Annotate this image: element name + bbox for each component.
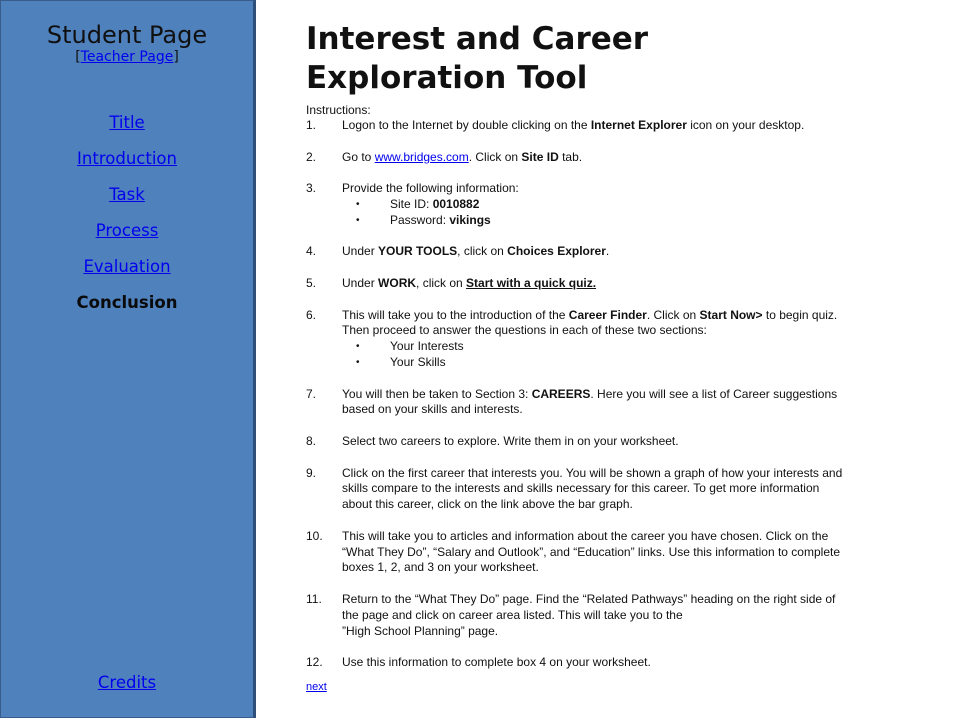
steps-list: [306, 118, 926, 671]
title-line-1: Interest and Career: [306, 21, 649, 57]
nav-menu: [1, 113, 253, 329]
step-text: Select two careers to explore. Write them in on your worksheet.: [342, 433, 679, 448]
bullet-text: Site ID:: [390, 196, 433, 211]
instructions-label: Instructions:: [306, 103, 371, 117]
password-value: vikings: [449, 212, 491, 227]
step-number: 1.: [306, 118, 317, 132]
step-number: 9.: [306, 465, 317, 480]
step-text: You will then be taken to Section 3:: [342, 386, 532, 401]
step-text: “What They Do”, “Salary and Outlook”, and “Education” links. Use this information to complete: [342, 544, 840, 559]
step-10: [306, 529, 926, 576]
step-bold: Start Now>: [699, 307, 763, 322]
step-4: [306, 244, 926, 260]
step-text: This will take you to the introduction of the: [342, 307, 569, 322]
sidebar-title: Student Page: [46, 21, 208, 49]
step-bold: Site ID: [521, 149, 559, 164]
title-line-2: Exploration Tool: [306, 60, 588, 96]
teacher-page-wrapper: [1, 49, 253, 65]
bracket-open: [: [75, 49, 81, 65]
step-text: , click on: [457, 244, 508, 259]
step-text: . Click on: [468, 149, 522, 164]
step-text: Provide the following information:: [342, 181, 519, 196]
step-12: [306, 655, 926, 671]
step-8: [306, 434, 926, 450]
nav-process-link[interactable]: Process: [95, 221, 159, 240]
step-number: 7.: [306, 386, 317, 401]
sidebar: [0, 0, 256, 718]
step-text: Return to the “What They Do” page. Find the “Related Pathways” heading on the right side of: [342, 591, 836, 606]
step-text: based on your skills and interests.: [342, 402, 523, 417]
step-text: . Click on: [646, 307, 700, 322]
step-bold: WORK: [378, 275, 417, 290]
step-text: about this career, click on the link above the bar graph.: [342, 497, 633, 512]
bridges-link[interactable]: www.bridges.com: [374, 149, 469, 164]
step-number: 10.: [306, 528, 323, 543]
step-text: Use this information to complete box 4 on your worksheet.: [342, 655, 651, 670]
bracket-close: ]: [173, 49, 179, 65]
step-bold: CAREERS: [531, 386, 591, 401]
step-text: ”High School Planning” page.: [342, 623, 499, 638]
bullet-text: Password:: [390, 212, 450, 227]
step-number: 4.: [306, 244, 317, 259]
step-text: the page and click on career area listed. This will take you to the: [342, 607, 683, 622]
step-bold: Internet Explorer: [590, 118, 687, 132]
bullet-skills: • Your Skills: [356, 354, 446, 369]
step-11: [306, 592, 926, 639]
step-bold: YOUR TOOLS: [378, 244, 458, 259]
step-text: This will take you to articles and information about the career you have chosen. Click on the: [342, 528, 829, 543]
step-7: [306, 387, 926, 419]
step-text: Then proceed to answer the questions in each of these two sections:: [342, 323, 707, 338]
step-9: [306, 466, 926, 513]
step-text: boxes 1, 2, and 3 on your worksheet.: [342, 560, 539, 575]
step-number: 11.: [306, 591, 322, 606]
step-text: tab.: [558, 149, 583, 164]
step-text: . Here you will see a list of Career suggestions: [590, 386, 838, 401]
step-text: Under: [342, 244, 379, 259]
site-id-value: 0010882: [432, 196, 480, 211]
step-3: [306, 181, 926, 197]
step-text: Logon to the Internet by double clicking on the: [342, 118, 591, 132]
step-text: Under: [342, 275, 379, 290]
step-5: [306, 276, 926, 292]
step-number: 12.: [306, 655, 323, 670]
next-link[interactable]: next: [306, 681, 327, 693]
step-number: 2.: [306, 149, 317, 164]
step-number: 5.: [306, 275, 317, 290]
step-number: 6.: [306, 307, 317, 322]
step-1: [306, 118, 926, 134]
step-bold: Choices Explorer: [507, 244, 606, 259]
teacher-page-link[interactable]: Teacher Page: [80, 49, 174, 65]
nav-title-link[interactable]: Title: [109, 113, 145, 132]
nav-conclusion-current: Conclusion: [76, 293, 178, 312]
step-bold: Career Finder: [568, 307, 647, 322]
page-title: [306, 20, 806, 98]
step-number: 3.: [306, 181, 317, 196]
step-text: skills compare to the interests and skills necessary for this career. To get more information: [342, 481, 820, 496]
step-text: Click on the first career that interests you. You will be shown a graph of how your interests and: [342, 465, 843, 480]
step-bold-underline: Start with a quick quiz.: [466, 275, 597, 290]
step-text: icon on your desktop.: [686, 118, 805, 132]
step-text: Go to: [342, 149, 375, 164]
bullet-text: Your Skills: [390, 354, 446, 369]
step-text: , click on: [416, 275, 467, 290]
nav-evaluation-link[interactable]: Evaluation: [83, 257, 171, 276]
bullet-password: • Password: vikings: [356, 212, 491, 227]
nav-task-link[interactable]: Task: [109, 185, 145, 204]
step-text: .: [605, 244, 610, 259]
step-text: to begin quiz.: [762, 307, 838, 322]
bullet-site-id: • Site ID: 0010882: [356, 196, 480, 211]
bullet-text: Your Interests: [390, 339, 464, 354]
step-number: 8.: [306, 433, 317, 448]
step-2: [306, 150, 926, 166]
credits-link[interactable]: Credits: [97, 673, 157, 692]
step-6: [306, 308, 926, 340]
nav-introduction-link[interactable]: Introduction: [77, 149, 177, 168]
bullet-interests: • Your Interests: [356, 339, 464, 354]
